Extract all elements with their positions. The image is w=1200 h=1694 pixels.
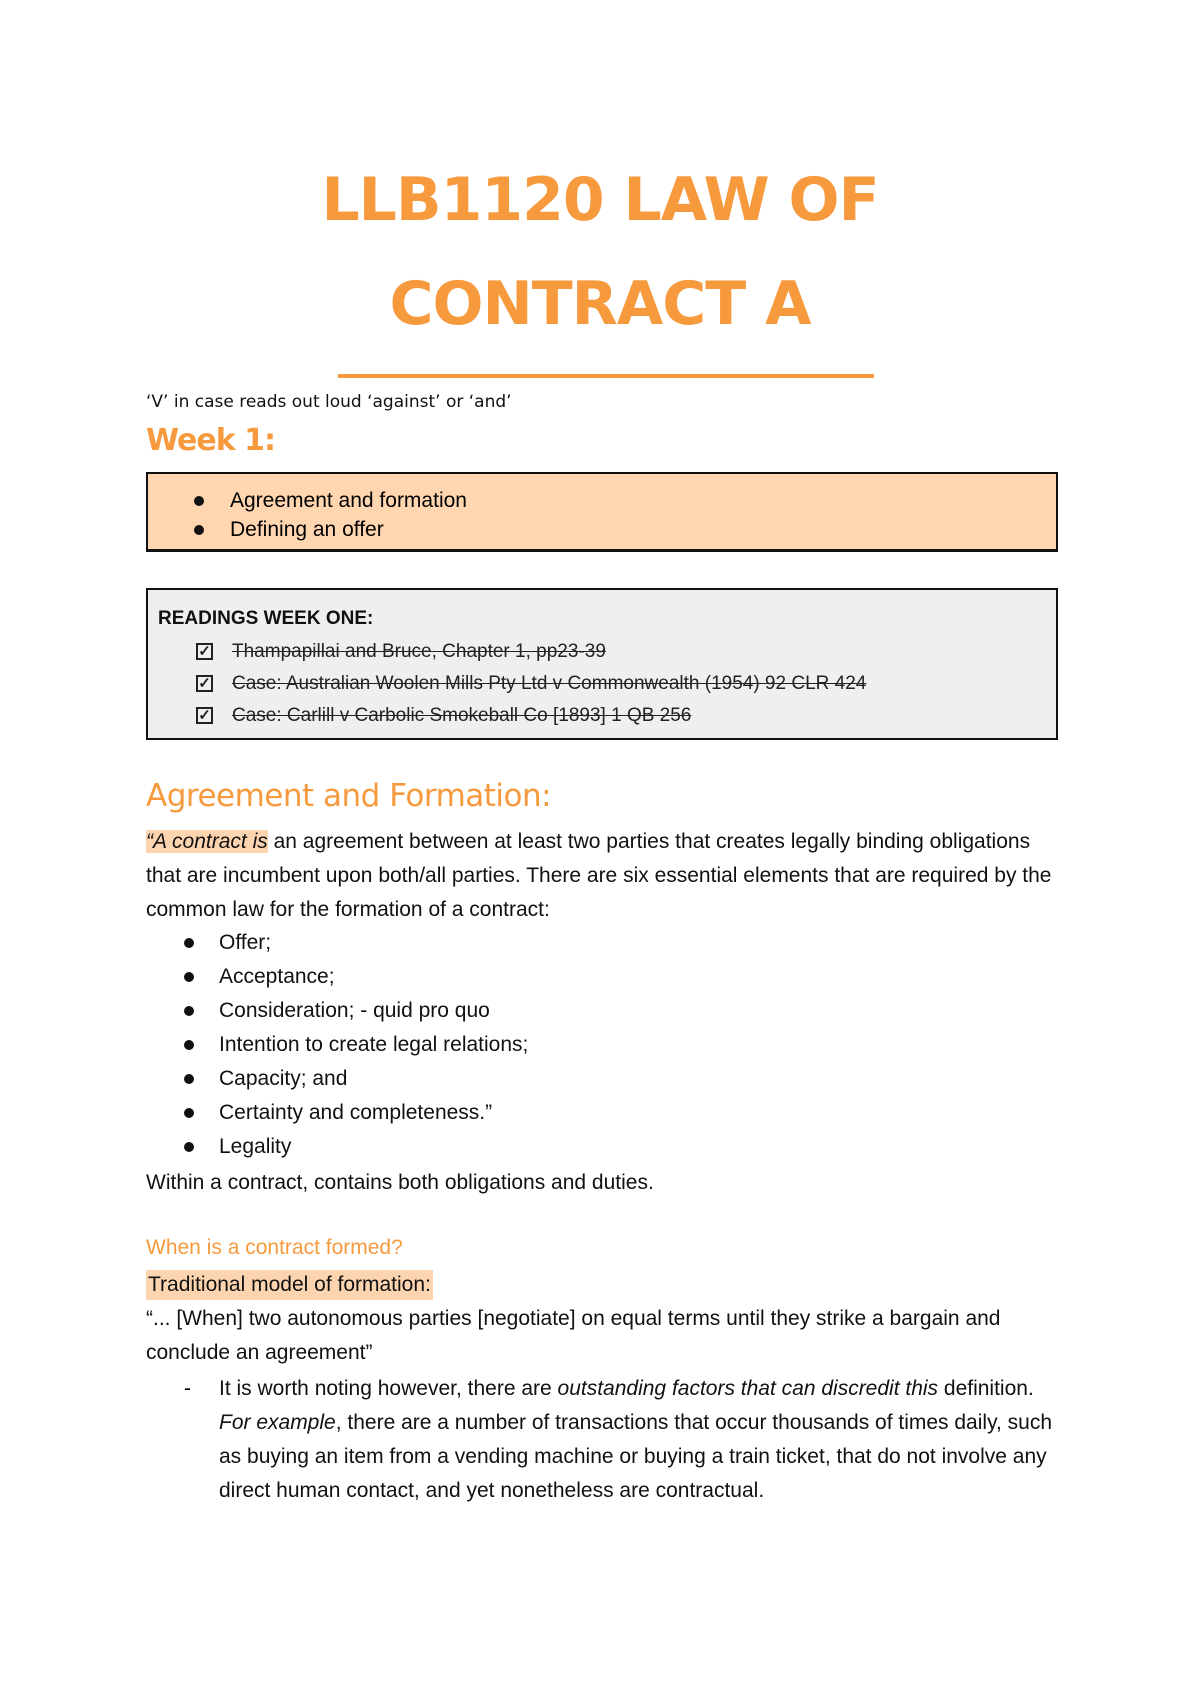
- element-text: Acceptance;: [219, 965, 335, 988]
- definition-text: an agreement between at least two parties that creates legally binding obligations that are incumbent upon both/all parties. There are six essential elements that are required by the common law for the formation of a contract:: [146, 830, 1052, 921]
- list-item: [146, 1096, 528, 1130]
- list-item: [146, 960, 528, 994]
- bullet-icon: [184, 1074, 194, 1084]
- list-item: [188, 486, 467, 515]
- point-emphasis: For example: [219, 1411, 336, 1434]
- element-text: Capacity; and: [219, 1067, 348, 1090]
- reading-text: Case: Carlill v Carbolic Smokeball Co [1893] 1 QB 256: [232, 705, 692, 726]
- reading-text: Thampapillai and Bruce, Chapter 1, pp23-39: [232, 641, 606, 662]
- contract-definition: [146, 825, 1066, 927]
- point-text: definition.: [938, 1377, 1034, 1400]
- topic-text: Defining an offer: [230, 518, 384, 541]
- topic-text: Agreement and formation: [230, 489, 467, 512]
- element-text: Intention to create legal relations;: [219, 1033, 529, 1056]
- bullet-icon: [194, 496, 204, 506]
- summary-text: Within a contract, contains both obligations and duties.: [146, 1171, 654, 1194]
- bullet-icon: [184, 1006, 194, 1016]
- highlighted-phrase: “A contract is: [146, 830, 268, 853]
- bullet-icon: [184, 1108, 194, 1118]
- readings-title: READINGS WEEK ONE:: [158, 608, 374, 629]
- list-item: [146, 926, 528, 960]
- point-emphasis: outstanding factors that can discredit this: [557, 1377, 939, 1400]
- element-text: Consideration; - quid pro quo: [219, 999, 490, 1022]
- bullet-icon: [184, 1040, 194, 1050]
- model-heading: Traditional model of formation:: [146, 1270, 433, 1300]
- list-item: [194, 668, 866, 700]
- list-item: [194, 700, 866, 732]
- bullet-icon: [184, 972, 194, 982]
- list-item: [146, 1062, 528, 1096]
- list-item: [146, 994, 528, 1028]
- element-text: Certainty and completeness.”: [219, 1101, 493, 1124]
- element-text: Offer;: [219, 931, 272, 954]
- element-text: Legality: [219, 1135, 292, 1158]
- week-heading: Week 1:: [146, 423, 275, 458]
- readings-list: [194, 636, 866, 732]
- bullet-icon: [194, 525, 204, 535]
- case-note: ‘V’ in case reads out loud ‘against’ or ‘and’: [146, 392, 512, 412]
- topics-box: [146, 472, 1058, 552]
- section-heading: Agreement and Formation:: [146, 778, 552, 814]
- checked-box-icon[interactable]: ✓: [196, 675, 213, 692]
- list-item: [146, 1028, 528, 1062]
- dash-marker: -: [184, 1377, 191, 1400]
- bullet-icon: [184, 1142, 194, 1152]
- elements-list: [146, 926, 528, 1164]
- formation-quote: “... [When] two autonomous parties [negotiate] on equal terms until they strike a bargain and conclude an agreement”: [146, 1307, 1001, 1364]
- readings-box: [146, 588, 1058, 740]
- point-text: It is worth noting however, there are: [219, 1377, 558, 1400]
- list-item: [194, 636, 866, 668]
- document-title: LLB1120 LAW OF CONTRACT A: [321, 165, 879, 339]
- checked-box-icon[interactable]: ✓: [196, 707, 213, 724]
- formation-question: When is a contract formed?: [146, 1236, 403, 1259]
- point-text: , there are a number of transactions that occur thousands of times daily, such as buying an item from a vending machine or buying a train ticket, that do not involve any direct human contact, and yet nonetheless are contractual.: [219, 1411, 1053, 1502]
- bullet-icon: [184, 938, 194, 948]
- checked-box-icon[interactable]: ✓: [196, 643, 213, 660]
- reading-text: Case: Australian Woolen Mills Pty Ltd v Commonwealth (1954) 92 CLR 424: [232, 673, 867, 694]
- list-item: [146, 1130, 528, 1164]
- formation-point: [219, 1372, 1059, 1508]
- title-underline: [338, 374, 874, 378]
- list-item: [188, 515, 467, 544]
- topics-list: [188, 486, 467, 544]
